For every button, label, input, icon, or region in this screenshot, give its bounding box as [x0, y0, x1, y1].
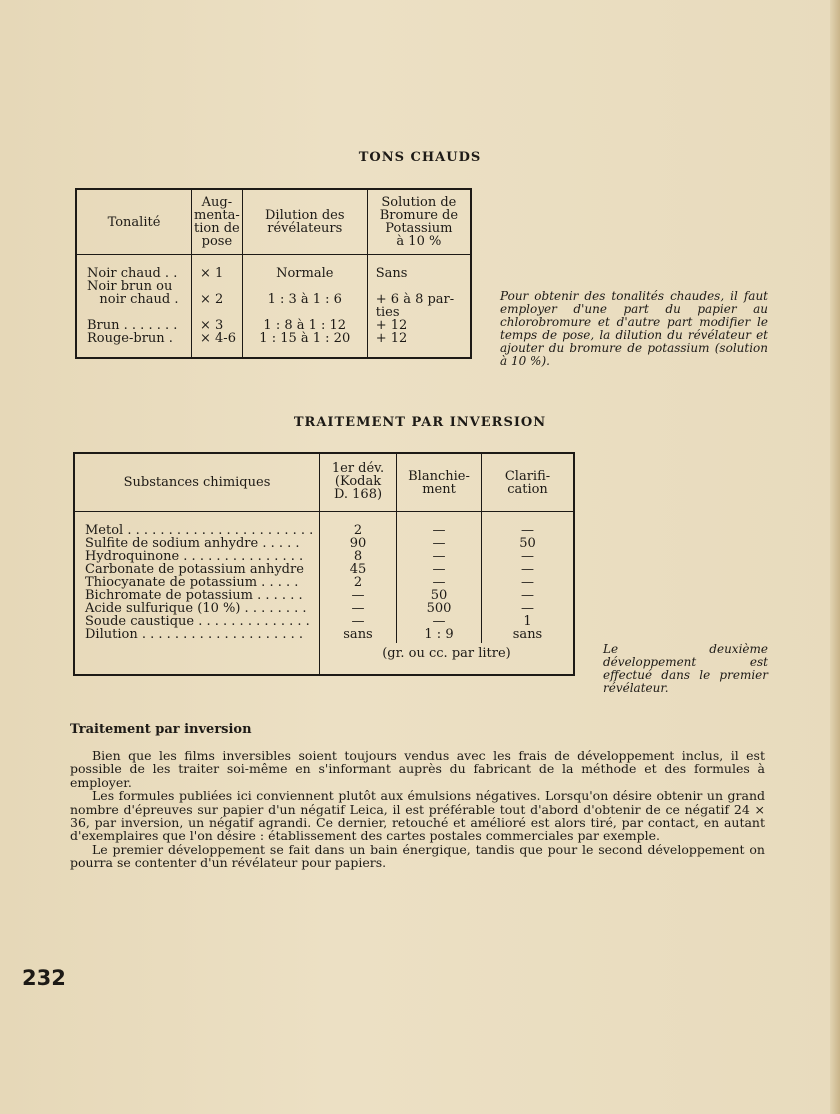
body-text: [70, 749, 765, 870]
header-premier-dev: 1er dév. (Kodak D. 168): [320, 453, 397, 512]
inversion-table: [73, 452, 575, 676]
header-dilution: Dilution des révélateurs: [242, 189, 367, 255]
page-number: 232: [22, 966, 66, 990]
paragraph-3: Le premier développement se fait dans un bain énergique, tandis que pour le second développement on pourra se contenter d'un révélateur pour papiers.: [70, 841, 765, 871]
table2-title: TRAITEMENT PAR INVERSION: [293, 415, 547, 430]
side-note-inversion: Le deuxième développement est effectué dans le premier révélateur.: [603, 642, 768, 695]
section-heading: Traitement par inversion: [70, 722, 252, 737]
premier-dev-column: 2 90 8 45 2 — — — sans: [320, 512, 397, 644]
table1-title: TONS CHAUDS: [358, 150, 482, 165]
header-bromure: Solution de Bromure de Potassium à 10 %: [367, 189, 471, 255]
header-tonalite: Tonalité: [76, 189, 192, 255]
augmentation-column: × 1 × 2 × 3 × 4-6: [192, 255, 243, 359]
substances-column: Metol . . . . . . . . . . . . . . . . . . . . . . . Sulfite de sodium anhydre . . . . . Hydroquinone . . . . . . . . . . . . . . . Carbonate de potassium anhydre Thiocyanate de potassium . . . . . Bichromate de potassium . . . . . . Acide sulfurique (10 %) . . . . . . . . Soude caustique . . . . . . . . . . . . . . Dilution . . . . . . . . . . . . . . . . . . . .: [85, 523, 314, 642]
header-clarification: Clarifi- cation: [482, 453, 575, 512]
tons-chauds-table: [75, 188, 472, 359]
tonalite-column: Noir chaud . . Noir brun ou noir chaud . Brun . . . . . . . Rouge-brun .: [87, 266, 179, 346]
bromure-column: Sans + 6 à 8 par- ties + 12 + 12: [367, 255, 471, 359]
clarification-column: — 50 — — — — — 1 sans: [482, 512, 575, 644]
header-blanchiement: Blanchie- ment: [397, 453, 482, 512]
units-note: (gr. ou cc. par litre): [320, 643, 575, 675]
paragraph-2: Les formules publiées ici conviennent plutôt aux émulsions négatives. Lorsqu'on désire obtenir un grand nombre d'épreuves sur papier d'un négatif Leica, il est préférable tout d'abord d'obtenir de ce négatif 24 × 36, par inversion, un négatif agrandi. Ce dernier, retouché et amélioré est alors tiré, par contact, en autant d'exemplaires que l'on désire : établissement des cartes postales commerciales par exemple.: [70, 788, 765, 844]
page-edge: [830, 0, 840, 1114]
header-substances: Substances chimiques: [74, 453, 320, 512]
side-note-tons-chauds: Pour obtenir des tonalités chaudes, il faut employer d'une part du papier au chlorobromure et d'autre part modifier le temps de pose, la dilution du révélateur et ajouter du bromure de potassium (solution à 10 %).: [500, 289, 768, 368]
blanchiement-column: — — — — — 50 500 — 1 : 9: [397, 512, 482, 644]
header-augmentation: Aug- menta- tion de pose: [192, 189, 243, 255]
paragraph-1: Bien que les films inversibles soient toujours vendus avec les frais de développement inclus, il est possible de les traiter soi-même en s'informant auprès du fabricant de la méthode et des formules à employer.: [70, 748, 765, 790]
dilution-column: Normale 1 : 3 à 1 : 6 1 : 8 à 1 : 12 1 : 15 à 1 : 20: [242, 255, 367, 359]
